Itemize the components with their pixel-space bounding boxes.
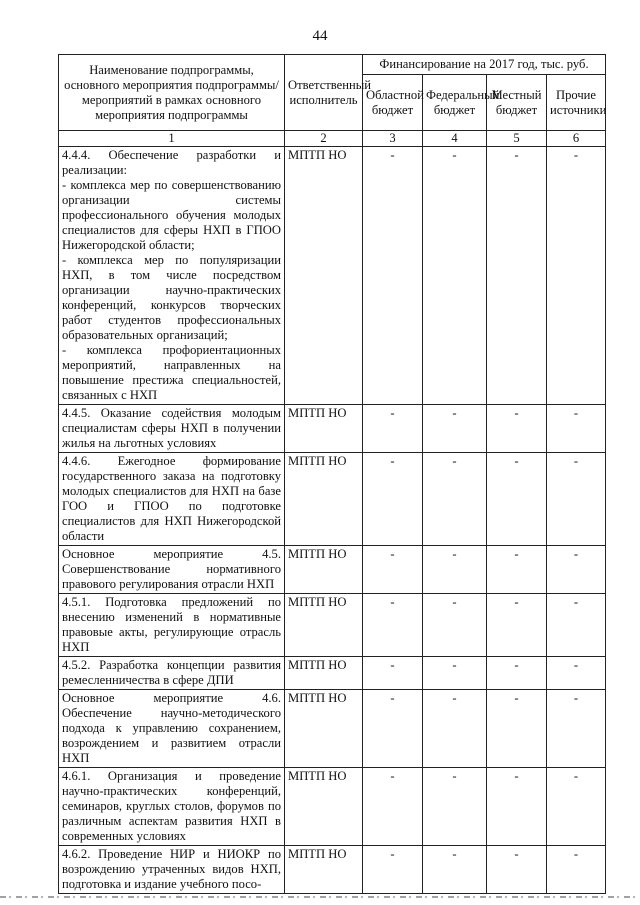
federal-budget-cell: - [423,657,487,690]
table-row [59,405,606,453]
local-budget-cell: - [487,846,547,894]
local-budget-cell: - [487,594,547,657]
activity-name-cell [59,768,285,846]
table-row [59,846,606,894]
column-number: 2 [285,131,363,147]
table-row [59,546,606,594]
activity-name-cell [59,846,285,894]
federal-budget-cell: - [423,453,487,546]
federal-budget-cell: - [423,147,487,405]
other-sources-cell: - [547,657,606,690]
column-number: 6 [547,131,606,147]
financing-table [58,54,606,894]
local-budget-cell: - [487,546,547,594]
header-name: Наименование подпрограммы, основного мероприятия подпрограммы/мероприятий в рамках основного мероприятия подпрограммы [59,55,285,131]
local-budget-cell: - [487,657,547,690]
other-sources-cell: - [547,594,606,657]
regional-budget-cell: - [363,690,423,768]
activity-name-cell [59,594,285,657]
responsible-cell: МПТП НО [285,657,363,690]
activity-name-cell [59,657,285,690]
federal-budget-cell: - [423,546,487,594]
regional-budget-cell: - [363,546,423,594]
table-row [59,453,606,546]
responsible-cell: МПТП НО [285,690,363,768]
local-budget-cell: - [487,453,547,546]
activity-name-line: Основное мероприятие 4.5. Совершенствование нормативного правового регулирования отрасли НХП [62,547,281,591]
column-number: 1 [59,131,285,147]
other-sources-cell: - [547,846,606,894]
local-budget-cell: - [487,768,547,846]
header-local: Местный бюджет [487,75,547,131]
activity-name-cell [59,546,285,594]
other-sources-cell: - [547,768,606,846]
local-budget-cell: - [487,147,547,405]
table-row [59,768,606,846]
column-number: 3 [363,131,423,147]
header-financing: Финансирование на 2017 год, тыс. руб. [363,55,606,75]
responsible-cell: МПТП НО [285,768,363,846]
federal-budget-cell: - [423,846,487,894]
header-federal: Федеральный бюджет [423,75,487,131]
header-other: Прочие источники [547,75,606,131]
activity-name-line: - комплекса профориентационных мероприятий, направленных на повышение престижа специальностей, связанных с НХП [62,343,281,402]
table-body [59,147,606,894]
other-sources-cell: - [547,690,606,768]
scan-artifact-strip [0,896,640,898]
regional-budget-cell: - [363,846,423,894]
activity-name-line: 4.5.1. Подготовка предложений по внесению изменений в нормативные правовые акты, регулирующие отрасль НХП [62,595,281,654]
local-budget-cell: - [487,405,547,453]
table-row [59,690,606,768]
responsible-cell: МПТП НО [285,405,363,453]
responsible-cell: МПТП НО [285,594,363,657]
federal-budget-cell: - [423,690,487,768]
activity-name-line: 4.4.6. Ежегодное формирование государственного заказа на подготовку молодых специалистов для НХП на базе ГОО и ГПОО по подготовке специалистов для НХП Нижегородской области [62,454,281,543]
federal-budget-cell: - [423,405,487,453]
table-row [59,657,606,690]
activity-name-line: 4.4.5. Оказание содействия молодым специалистам сферы НХП в получении жилья на льготных условиях [62,406,281,450]
column-number: 4 [423,131,487,147]
regional-budget-cell: - [363,657,423,690]
regional-budget-cell: - [363,768,423,846]
regional-budget-cell: - [363,453,423,546]
responsible-cell: МПТП НО [285,147,363,405]
federal-budget-cell: - [423,768,487,846]
activity-name-line: 4.4.4. Обеспечение разработки и реализации: [62,148,281,177]
column-number: 5 [487,131,547,147]
page-number: 44 [312,28,328,44]
table-row [59,147,606,405]
header-responsible: Ответственный исполнитель [285,55,363,131]
activity-name-line: - комплекса мер по совершенствованию организации системы профессионального обучения молодых специалистов для сферы НХП в ГПОО Нижегородской области; [62,178,281,252]
column-number-row [59,131,606,147]
responsible-cell: МПТП НО [285,453,363,546]
local-budget-cell: - [487,690,547,768]
activity-name-cell [59,147,285,405]
activity-name-line: 4.6.2. Проведение НИР и НИОКР по возрождению утраченных видов НХП, подготовка и издание учебного посо- [62,847,281,891]
regional-budget-cell: - [363,147,423,405]
other-sources-cell: - [547,147,606,405]
table-row [59,594,606,657]
other-sources-cell: - [547,546,606,594]
activity-name-line: - комплекса мер по популяризации НХП, в том числе посредством организации научно-практических конференций, конкурсов творческих работ студентов профессиональных образовательных организаций; [62,253,281,342]
activity-name-cell [59,405,285,453]
activity-name-line: Основное мероприятие 4.6. Обеспечение научно-методического подхода к управлению сохранением, возрождением и развитием отрасли НХП [62,691,281,765]
federal-budget-cell: - [423,594,487,657]
activity-name-cell [59,690,285,768]
other-sources-cell: - [547,453,606,546]
responsible-cell: МПТП НО [285,846,363,894]
other-sources-cell: - [547,405,606,453]
regional-budget-cell: - [363,405,423,453]
activity-name-cell [59,453,285,546]
responsible-cell: МПТП НО [285,546,363,594]
regional-budget-cell: - [363,594,423,657]
header-regional: Областной бюджет [363,75,423,131]
activity-name-line: 4.6.1. Организация и проведение научно-практических конференций, семинаров, круглых столов, форумов по различным аспектам развития НХП в современных условиях [62,769,281,843]
activity-name-line: 4.5.2. Разработка концепции развития ремесленничества в сфере ДПИ [62,658,281,687]
